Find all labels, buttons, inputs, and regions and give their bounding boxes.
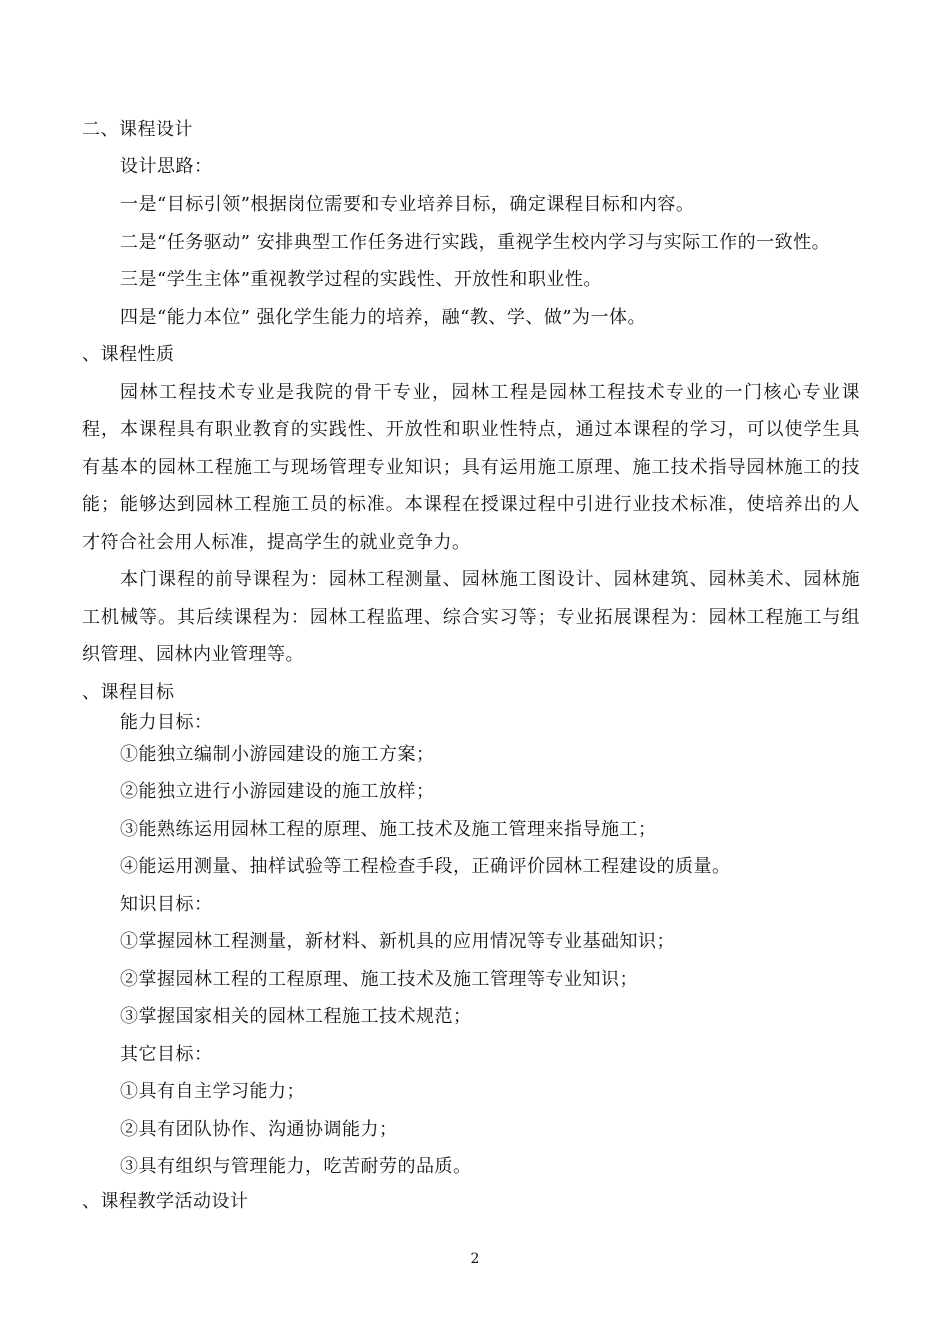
knowledge-goal-item: ①掌握园林工程测量，新材料、新机具的应用情况等专业基础知识； [120,931,675,952]
paragraph-line: 程，本课程具有职业教育的实践性、开放性和职业性特点，通过本课程的学习，可以使学生具 [82,419,860,440]
design-point: 四是“能力本位” 强化学生能力的培养，融“教、学、做”为一体。 [120,307,647,328]
paragraph-line: 工机械等。其后续课程为：园林工程监理、综合实习等；专业拓展课程为：园林工程施工与组 [82,607,860,628]
paragraph-line: 本门课程的前导课程为：园林工程测量、园林施工图设计、园林建筑、园林美术、园林施 [120,569,860,590]
paragraph-line: 有基本的园林工程施工与现场管理专业知识；具有运用施工原理、施工技术指导园林施工的技 [82,457,860,478]
ability-goal-item: ②能独立进行小游园建设的施工放样； [120,781,435,802]
other-goal-item: ③具有组织与管理能力，吃苦耐劳的品质。 [120,1156,472,1177]
ability-goal-item: ④能运用测量、抽样试验等工程检查手段，正确评价园林工程建设的质量。 [120,856,731,877]
knowledge-goal-item: ②掌握园林工程的工程原理、施工技术及施工管理等专业知识； [120,969,638,990]
other-goal-item: ②具有团队协作、沟通协调能力； [120,1119,398,1140]
paragraph-line: 织管理、园林内业管理等。 [82,644,304,665]
paragraph-line: 能；能够达到园林工程施工员的标准。本课程在授课过程中引进行业技术标准，使培养出的人 [82,494,860,515]
other-goal-item: ①具有自主学习能力； [120,1081,305,1102]
ability-goal-item: ①能独立编制小游园建设的施工方案； [120,744,435,765]
section-heading-course-nature: 、课程性质 [82,344,175,365]
section-heading-teaching-activities: 、课程教学活动设计 [82,1191,249,1212]
section-heading-course-design: 二、课程设计 [82,119,193,140]
design-point: 一是“目标引领”根据岗位需要和专业培养目标，确定课程目标和内容。 [120,194,695,215]
page-number: 2 [470,1251,480,1267]
paragraph-line: 园林工程技术专业是我院的骨干专业，园林工程是园林工程技术专业的一门核心专业课 [120,382,860,403]
paragraph-line: 才符合社会用人标准，提高学生的就业竞争力。 [82,532,471,553]
ability-goal-item: ③能熟练运用园林工程的原理、施工技术及施工管理来指导施工； [120,819,657,840]
knowledge-goal-item: ③掌握国家相关的园林工程施工技术规范； [120,1006,472,1027]
section-heading-course-goals: 、课程目标 [82,682,175,703]
knowledge-goals-label: 知识目标： [120,894,213,915]
ability-goals-label: 能力目标： [120,712,213,733]
design-label: 设计思路： [120,156,213,177]
design-point: 二是“任务驱动” 安排典型工作任务进行实践，重视学生校内学习与实际工作的一致性。 [120,232,831,253]
design-point: 三是“学生主体”重视教学过程的实践性、开放性和职业性。 [120,269,602,290]
other-goals-label: 其它目标： [120,1044,213,1065]
